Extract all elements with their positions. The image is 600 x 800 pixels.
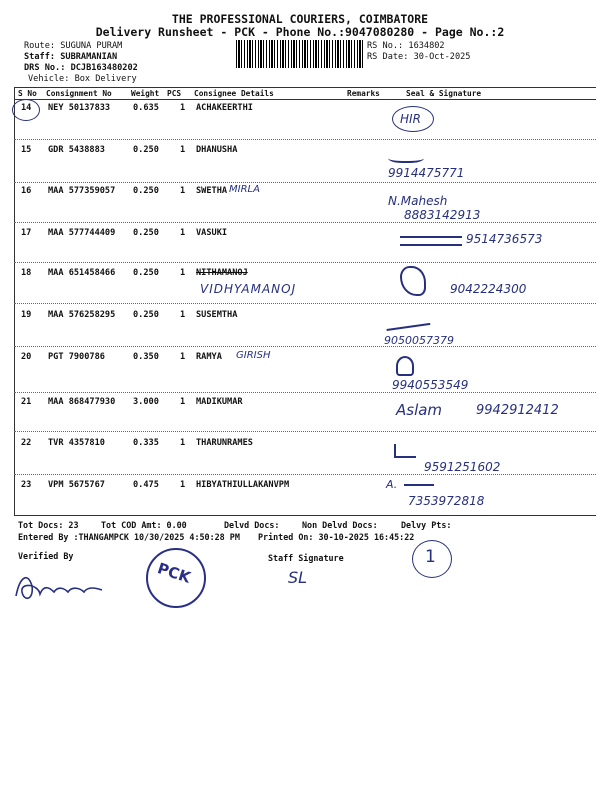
printed-on: Printed On: 30-10-2025 16:45:22 [258, 532, 415, 542]
row-19-signature: 9050057379 [384, 334, 454, 347]
row-16-sno: 16 [21, 186, 32, 196]
row-22-consignee: THARUNRAMES [196, 438, 253, 448]
row-17-sno: 17 [21, 228, 32, 238]
row-19-consignee: SUSEMTHA [196, 310, 238, 320]
row-separator [14, 474, 596, 475]
row-18-sno: 18 [21, 268, 32, 278]
row-22-signature: 9591251602 [424, 460, 501, 474]
row-15-weight: 0.250 [133, 145, 159, 155]
row-16-consignment: MAA 577359057 [48, 186, 116, 196]
row-20-signature: 9940553549 [392, 378, 469, 392]
row-21-consignee: MADIKUMAR [196, 397, 243, 407]
row-20-consignee: RAMYA [196, 352, 222, 362]
row-16-signature-name: N.Mahesh [388, 194, 448, 208]
row-18-scribble [400, 266, 426, 296]
row-16-pcs: 1 [180, 186, 186, 196]
row-23-scribble [404, 484, 434, 490]
row-23-sno: 23 [21, 480, 32, 490]
row-14-consignee: ACHAKEERTHI [196, 103, 253, 113]
row-21-sno: 21 [21, 397, 32, 407]
row-23-consignee: HIBYATHIULLAKANVPM [196, 480, 290, 490]
total-cod-amount: Tot COD Amt: 0.00 [101, 520, 187, 530]
row-separator [14, 431, 596, 432]
row-18-pcs: 1 [180, 268, 186, 278]
rs-date: RS Date: 30-Oct-2025 [367, 52, 471, 62]
rs-number: RS No.: 1634802 [367, 41, 445, 51]
drs-label: DRS No.: DCJB163480202 [24, 63, 138, 73]
row-17-signature: 9514736573 [466, 232, 543, 246]
col-sno: S No [18, 89, 37, 98]
row-20-pcs: 1 [180, 352, 186, 362]
row-21-consignment: MAA 868477930 [48, 397, 116, 407]
row-15-sno: 15 [21, 145, 32, 155]
row-23-weight: 0.475 [133, 480, 159, 490]
row-23-consignment: VPM 5675767 [48, 480, 105, 490]
company-title: THE PROFESSIONAL COURIERS, COIMBATORE [171, 12, 429, 26]
row-separator [14, 222, 596, 223]
row-22-consignment: TVR 4357810 [48, 438, 105, 448]
staff-signature: SL [288, 568, 308, 587]
pck-stamp-text: PCK [155, 559, 193, 587]
row-14-signature: HIR [400, 112, 421, 126]
row-23-signature-phone: 7353972818 [408, 494, 485, 508]
row-22-scribble [394, 444, 416, 458]
row-20-weight: 0.350 [133, 352, 159, 362]
col-pcs: PCS [167, 89, 182, 98]
row-21-signature-phone: 9942912412 [476, 403, 559, 418]
table-header-rule [14, 99, 596, 100]
row-22-sno: 22 [21, 438, 32, 448]
row-20-consignment: PGT 7900786 [48, 352, 105, 362]
row-17-consignee: VASUKI [196, 228, 228, 238]
staff-signature-label: Staff Signature [268, 553, 344, 563]
non-delivered-docs: Non Delvd Docs: [302, 520, 378, 530]
row-15-pcs: 1 [180, 145, 186, 155]
col-weight: Weight [131, 89, 160, 98]
row-20-consignee-handwritten: GIRISH [236, 350, 271, 361]
table-top-rule [14, 87, 596, 88]
row-18-consignee: NITHAMANOJ [196, 268, 248, 278]
row-19-scribble [386, 317, 431, 331]
row-18-consignment: MAA 651458466 [48, 268, 116, 278]
row-14-consignment: NEY 50137833 [48, 103, 111, 113]
row-separator [14, 346, 596, 347]
row-17-scribble [400, 236, 462, 246]
table-bottom-rule [14, 515, 596, 516]
col-consignment: Consignment No [46, 89, 112, 98]
row-17-consignment: MAA 577744409 [48, 228, 116, 238]
table-left-border [14, 88, 15, 515]
row-17-pcs: 1 [180, 228, 186, 238]
row-16-signature-phone: 8883142913 [404, 208, 481, 222]
row-15-consignee: DHANUSHA [196, 145, 238, 155]
row-20-scribble [396, 356, 414, 376]
row-19-sno: 19 [21, 310, 32, 320]
row-17-weight: 0.250 [133, 228, 159, 238]
row-15-scribble [388, 151, 424, 163]
total-docs: Tot Docs: 23 [18, 520, 79, 530]
row-14-weight: 0.635 [133, 103, 159, 113]
row-18-consignee-handwritten: VIDHYAMANOJ [200, 282, 297, 296]
barcode [236, 40, 364, 68]
row-19-weight: 0.250 [133, 310, 159, 320]
row-21-pcs: 1 [180, 397, 186, 407]
verified-by-signature [10, 566, 110, 606]
row-22-pcs: 1 [180, 438, 186, 448]
row-separator [14, 303, 596, 304]
row-18-weight: 0.250 [133, 268, 159, 278]
col-remarks: Remarks [347, 89, 380, 98]
row-14-pcs: 1 [180, 103, 186, 113]
row-18-signature: 9042224300 [450, 282, 527, 296]
row-16-consignee-handwritten: MIRLA [229, 184, 260, 195]
row-20-sno: 20 [21, 352, 32, 362]
row-19-consignment: MAA 576258295 [48, 310, 116, 320]
row-21-signature-name: Aslam [396, 401, 443, 419]
entered-by: Entered By :THANGAMPCK 10/30/2025 4:50:28 PM [18, 532, 240, 542]
row-22-weight: 0.335 [133, 438, 159, 448]
route-label: Route: SUGUNA PURAM [24, 41, 123, 51]
delivered-docs: Delvd Docs: [224, 520, 280, 530]
row-16-consignee: SWETHA [196, 186, 228, 196]
vehicle-label: Vehicle: Box Delivery [28, 74, 137, 84]
row-separator [14, 182, 596, 183]
col-seal-signature: Seal & Signature [406, 89, 482, 98]
row-separator [14, 392, 596, 393]
staff-label: Staff: SUBRAMANIAN [24, 52, 118, 62]
runsheet-subtitle: Delivery Runsheet - PCK - Phone No.:9047080280 - Page No.:2 [95, 25, 505, 39]
row-separator [14, 262, 596, 263]
row-23-pcs: 1 [180, 480, 186, 490]
row-23-signature-initial: A. [386, 478, 398, 491]
row-16-weight: 0.250 [133, 186, 159, 196]
row-15-signature: 9914475771 [388, 166, 465, 180]
row-15-consignment: GDR 5438883 [48, 145, 105, 155]
row-19-pcs: 1 [180, 310, 186, 320]
delivery-points: Delvy Pts: [401, 520, 452, 530]
col-consignee: Consignee Details [194, 89, 274, 98]
row-21-weight: 3.000 [133, 397, 159, 407]
row-separator [14, 139, 596, 140]
verified-by-label: Verified By [18, 551, 74, 561]
page-mark: 1 [425, 547, 436, 567]
row-14-sno: 14 [21, 103, 32, 113]
